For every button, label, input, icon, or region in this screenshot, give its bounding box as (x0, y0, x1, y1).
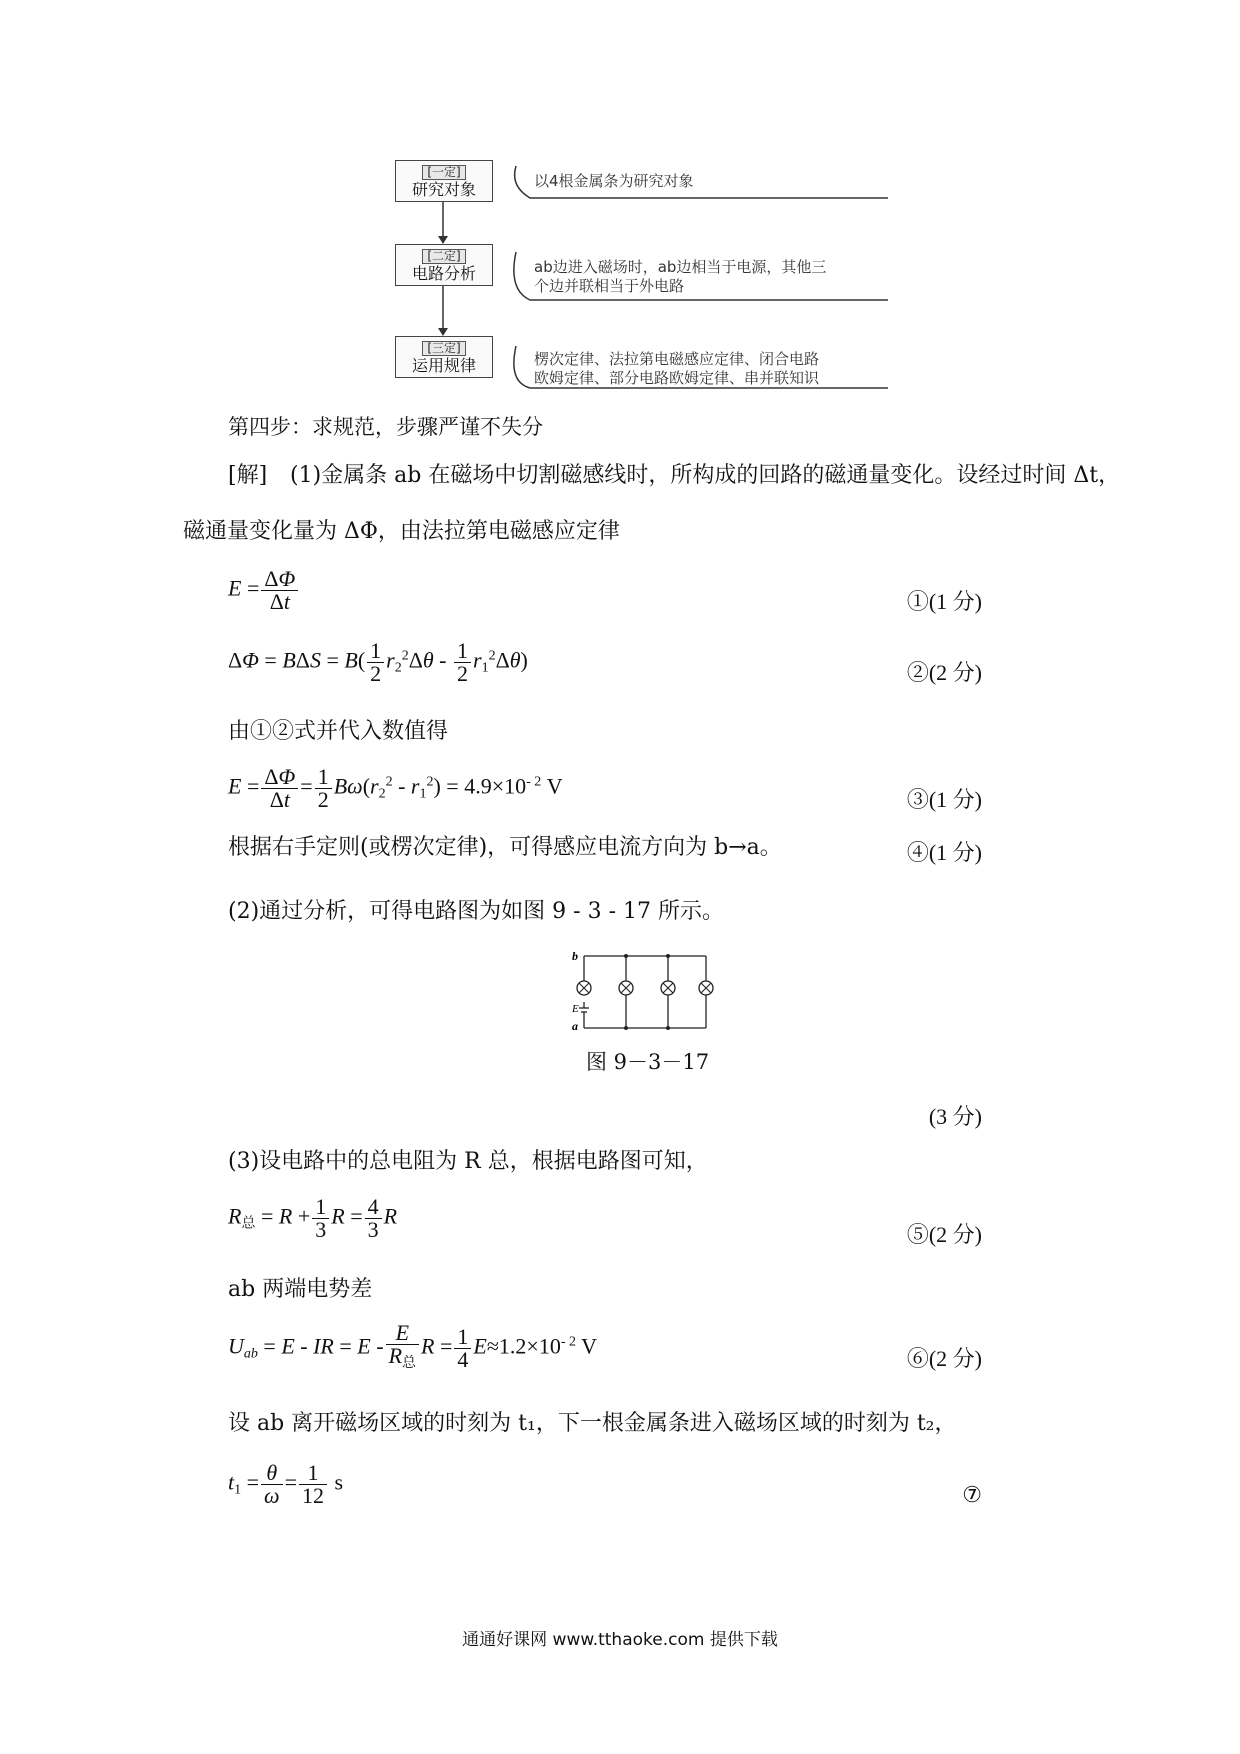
equation-7: $t_1$ = $\frac{\theta}{\omega}$ = $\frac{1}{12}$ s (228, 1460, 344, 1508)
equation-3: E = $\frac{\Delta\Phi}{\Delta t}$ = $\frac{1}{2}$ $B\omega(r_2^2 - r_1^2) = 4.9\times 10^{- 2}$ V (228, 764, 563, 812)
solution-tag: [解] (228, 463, 268, 488)
equation-2-score: ②(2 分) (906, 660, 982, 685)
combine-text: 由①②式并代入数值得 (228, 719, 449, 744)
paragraph-3: (3)设电路中的总电阻为 R 总，根据电路图可知， (228, 1149, 708, 1174)
ab-text: ab 两端电势差 (228, 1277, 373, 1302)
label-a: a (572, 1019, 578, 1033)
equation-6-result: ≈1.2×10 (486, 1333, 561, 1359)
equation-3-result: = 4.9×10 (446, 773, 527, 799)
equation-7-score: ⑦ (962, 1482, 982, 1507)
label-b: b (572, 949, 578, 963)
paragraph-2: (2)通过分析，可得电路图为如图 9 - 3 - 17 所示。 (228, 899, 724, 924)
equation-6-unit: V (581, 1333, 597, 1359)
equation-1: E = $\frac{\Delta\Phi}{\Delta t}$ (228, 568, 300, 613)
lamp-icon (619, 981, 633, 995)
equation-2: ΔΦ = BΔS = B( $\frac{1}{2}$ $r_2^2\Delta\theta$ - $\frac{1}{2}$ $r_1^2\Delta\theta$) (228, 638, 528, 686)
arrow-down-icon (438, 328, 448, 336)
paragraph-1-line-2: 磁通量变化量为 ΔΦ，由法拉第电磁感应定律 (183, 519, 620, 544)
equation-5: $R_总 = R$ + $\frac{1}{3}$ R = $\frac{4}{3}$ R (228, 1194, 398, 1242)
paragraph-1-line-1: (1)金属条 ab 在磁场中切割磁感线时，所构成的回路的磁通量变化。设经过时间 Δt， (290, 463, 1121, 488)
step-tag: [三定] (422, 341, 465, 356)
footer-text: 通通好课网 www.tthaoke.com 提供下载 (462, 1630, 778, 1650)
step-desc: 楞次定律、法拉第电磁感应定律、闭合电路 (534, 350, 820, 368)
step-tag: [二定] (422, 249, 465, 264)
step-desc: 个边并联相当于外电路 (534, 277, 685, 295)
equation-3-unit: V (546, 773, 563, 799)
equation-1-score: ①(1 分) (906, 589, 982, 614)
circuit-diagram (570, 948, 720, 1038)
step-desc: 以4根金属条为研究对象 (534, 172, 694, 190)
step-label: 研究对象 (411, 180, 476, 199)
lamp-icon (577, 981, 591, 995)
step-label: 电路分析 (411, 264, 476, 283)
equation-7-unit: s (334, 1469, 344, 1495)
direction-text: 根据右手定则(或楞次定律)，可得感应电流方向为 b→a。 (228, 835, 782, 860)
equation-3-exponent: - 2 (526, 774, 542, 790)
equation-6: $U_{ab} = E$ - IR = E - $\frac{E}{R_总}$ R = $\frac{1}{4}$ $E\approx 1.2\times 10^{- 2}$ V (228, 1320, 597, 1372)
arrow-down-icon (438, 236, 448, 244)
equation-6-exponent: - 2 (560, 1334, 576, 1350)
figure-score: (3 分) (928, 1104, 982, 1129)
direction-score: ④(1 分) (906, 840, 982, 865)
step-tag: [一定] (422, 165, 465, 180)
step4-title: 第四步：求规范，步骤严谨不失分 (228, 415, 543, 439)
figure-caption: 图 9－3－17 (586, 1050, 710, 1074)
equation-6-score: ⑥(2 分) (906, 1346, 982, 1371)
lamp-icon (661, 981, 675, 995)
step-desc: 欧姆定律、部分电路欧姆定律、串并联知识 (534, 369, 820, 387)
time-text: 设 ab 离开磁场区域的时刻为 t₁，下一根金属条进入磁场区域的时刻为 t₂， (228, 1411, 957, 1436)
lamp-icon (699, 981, 713, 995)
label-E: E (572, 1003, 579, 1015)
equation-3-score: ③(1 分) (906, 787, 982, 812)
step-desc: ab边进入磁场时，ab边相当于电源，其他三 (534, 258, 827, 276)
equation-5-score: ⑤(2 分) (906, 1222, 982, 1247)
step-label: 运用规律 (411, 356, 476, 375)
